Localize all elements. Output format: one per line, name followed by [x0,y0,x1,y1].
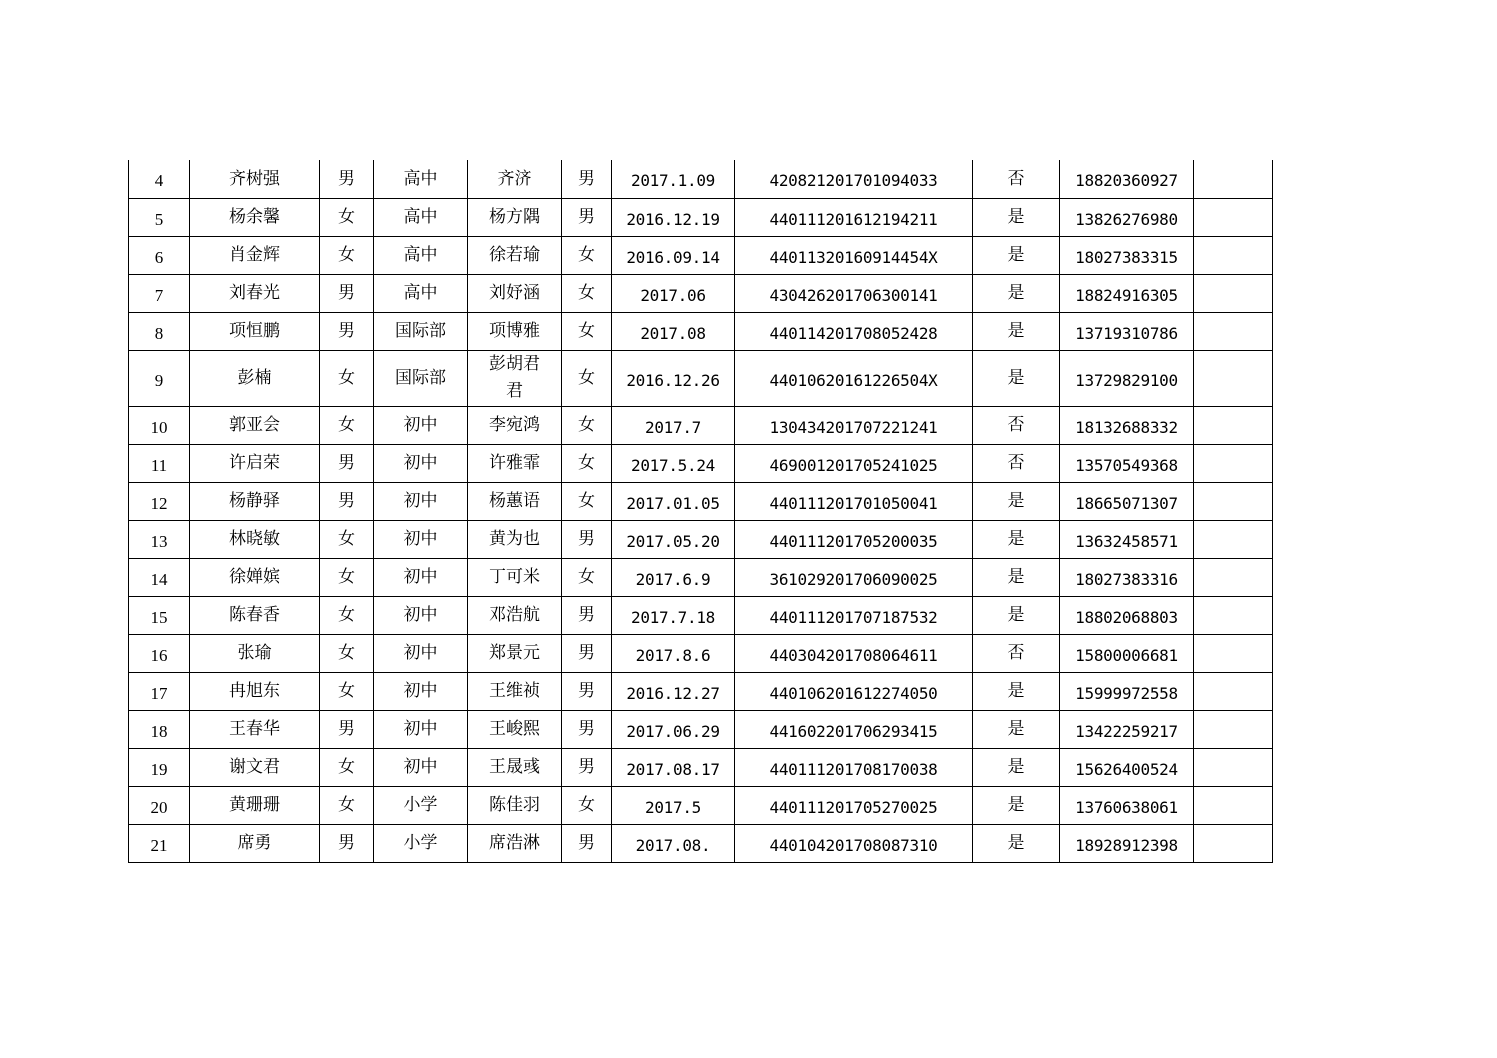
child-name-cell: 邓浩航 [468,596,562,634]
id-number-cell: 420821201701094033 [735,160,973,198]
birth-date-cell: 2017.06 [612,274,735,312]
note-cell [1194,558,1273,596]
parent-name-cell: 黄珊珊 [190,786,320,824]
parent-name-cell: 冉旭东 [190,672,320,710]
yes-no-cell: 是 [973,520,1060,558]
phone-cell: 18027383315 [1060,236,1194,274]
table-row [129,312,1273,350]
note-cell [1194,786,1273,824]
phone-cell: 13760638061 [1060,786,1194,824]
child-gender-cell: 男 [562,824,612,862]
phone-cell: 13422259217 [1060,710,1194,748]
row-number-cell: 15 [129,596,190,634]
department-cell: 初中 [374,520,468,558]
note-cell [1194,406,1273,444]
parent-gender-cell: 女 [320,786,374,824]
child-name-cell: 席浩淋 [468,824,562,862]
parent-gender-cell: 男 [320,444,374,482]
note-cell [1194,444,1273,482]
id-number-cell: 130434201707221241 [735,406,973,444]
parent-name-cell: 项恒鹏 [190,312,320,350]
child-gender-cell: 男 [562,596,612,634]
id-number-cell: 440114201708052428 [735,312,973,350]
child-gender-cell: 男 [562,748,612,786]
note-cell [1194,672,1273,710]
yes-no-cell: 否 [973,634,1060,672]
parent-name-cell: 林晓敏 [190,520,320,558]
yes-no-cell: 是 [973,710,1060,748]
child-gender-cell: 男 [562,634,612,672]
parent-name-cell: 席勇 [190,824,320,862]
note-cell [1194,482,1273,520]
row-number-cell: 19 [129,748,190,786]
row-number-cell: 12 [129,482,190,520]
birth-date-cell: 2017.7.18 [612,596,735,634]
child-gender-cell: 女 [562,558,612,596]
yes-no-cell: 否 [973,160,1060,198]
parent-name-cell: 齐树强 [190,160,320,198]
child-name-cell: 刘妤涵 [468,274,562,312]
parent-gender-cell: 男 [320,274,374,312]
row-number-cell: 10 [129,406,190,444]
id-number-cell: 44011320160914454X [735,236,973,274]
row-number-cell: 21 [129,824,190,862]
department-cell: 国际部 [374,350,468,406]
child-name-cell: 王峻熙 [468,710,562,748]
phone-cell: 18824916305 [1060,274,1194,312]
table-row [129,748,1273,786]
parent-gender-cell: 女 [320,558,374,596]
yes-no-cell: 是 [973,482,1060,520]
child-name-cell: 丁可米 [468,558,562,596]
birth-date-cell: 2016.12.26 [612,350,735,406]
yes-no-cell: 是 [973,198,1060,236]
parent-gender-cell: 女 [320,596,374,634]
row-number-cell: 17 [129,672,190,710]
phone-cell: 15800006681 [1060,634,1194,672]
row-number-cell: 20 [129,786,190,824]
note-cell [1194,596,1273,634]
parent-name-cell: 陈春香 [190,596,320,634]
parent-gender-cell: 女 [320,350,374,406]
table-row [129,198,1273,236]
parent-gender-cell: 女 [320,672,374,710]
department-cell: 小学 [374,824,468,862]
note-cell [1194,710,1273,748]
department-cell: 初中 [374,558,468,596]
department-cell: 高中 [374,198,468,236]
parent-name-cell: 杨余馨 [190,198,320,236]
row-number-cell: 16 [129,634,190,672]
yes-no-cell: 是 [973,748,1060,786]
child-gender-cell: 女 [562,350,612,406]
parent-gender-cell: 男 [320,710,374,748]
birth-date-cell: 2017.06.29 [612,710,735,748]
phone-cell: 18928912398 [1060,824,1194,862]
parent-name-cell: 彭楠 [190,350,320,406]
row-number-cell: 13 [129,520,190,558]
table-row [129,274,1273,312]
department-cell: 初中 [374,634,468,672]
department-cell: 高中 [374,160,468,198]
note-cell [1194,274,1273,312]
birth-date-cell: 2017.6.9 [612,558,735,596]
yes-no-cell: 是 [973,558,1060,596]
table-row [129,482,1273,520]
parent-gender-cell: 女 [320,748,374,786]
parent-gender-cell: 男 [320,824,374,862]
child-gender-cell: 女 [562,786,612,824]
table-row [129,672,1273,710]
parent-name-cell: 徐婵嫔 [190,558,320,596]
child-gender-cell: 女 [562,406,612,444]
birth-date-cell: 2017.5.24 [612,444,735,482]
id-number-cell: 440304201708064611 [735,634,973,672]
child-name-cell: 陈佳羽 [468,786,562,824]
birth-date-cell: 2017.05.20 [612,520,735,558]
child-name-cell: 郑景元 [468,634,562,672]
note-cell [1194,312,1273,350]
note-cell [1194,520,1273,558]
id-number-cell: 440111201707187532 [735,596,973,634]
phone-cell: 13570549368 [1060,444,1194,482]
child-gender-cell: 女 [562,274,612,312]
yes-no-cell: 是 [973,350,1060,406]
department-cell: 初中 [374,672,468,710]
parent-name-cell: 刘春光 [190,274,320,312]
child-name-cell: 王晟彧 [468,748,562,786]
parent-gender-cell: 男 [320,482,374,520]
id-number-cell: 440111201612194211 [735,198,973,236]
table-row [129,236,1273,274]
department-cell: 初中 [374,444,468,482]
child-gender-cell: 男 [562,160,612,198]
note-cell [1194,350,1273,406]
table-row [129,596,1273,634]
id-number-cell: 440111201701050041 [735,482,973,520]
parent-gender-cell: 男 [320,312,374,350]
parent-name-cell: 许启荣 [190,444,320,482]
parent-name-cell: 谢文君 [190,748,320,786]
child-name-cell: 李宛鸿 [468,406,562,444]
row-number-cell: 9 [129,350,190,406]
table-row [129,824,1273,862]
child-name-cell: 王维祯 [468,672,562,710]
yes-no-cell: 是 [973,274,1060,312]
phone-cell: 15999972558 [1060,672,1194,710]
parent-gender-cell: 女 [320,406,374,444]
row-number-cell: 14 [129,558,190,596]
child-name-cell: 杨方隅 [468,198,562,236]
table-row [129,160,1273,198]
parent-gender-cell: 女 [320,236,374,274]
child-gender-cell: 男 [562,672,612,710]
id-number-cell: 361029201706090025 [735,558,973,596]
id-number-cell: 441602201706293415 [735,710,973,748]
child-name-cell: 杨蕙语 [468,482,562,520]
yes-no-cell: 是 [973,312,1060,350]
yes-no-cell: 否 [973,444,1060,482]
table-row [129,710,1273,748]
parent-name-cell: 郭亚会 [190,406,320,444]
phone-cell: 18027383316 [1060,558,1194,596]
department-cell: 初中 [374,748,468,786]
parent-gender-cell: 女 [320,520,374,558]
phone-cell: 15626400524 [1060,748,1194,786]
row-number-cell: 18 [129,710,190,748]
table-row [129,444,1273,482]
table-row [129,350,1273,406]
parent-gender-cell: 女 [320,634,374,672]
parent-gender-cell: 女 [320,198,374,236]
child-name-cell: 许雅霏 [468,444,562,482]
table-row [129,520,1273,558]
child-name-cell: 彭胡君 君 [468,350,562,406]
phone-cell: 13729829100 [1060,350,1194,406]
child-gender-cell: 女 [562,444,612,482]
birth-date-cell: 2017.5 [612,786,735,824]
note-cell [1194,198,1273,236]
table-row [129,786,1273,824]
row-number-cell: 6 [129,236,190,274]
row-number-cell: 5 [129,198,190,236]
child-gender-cell: 女 [562,236,612,274]
child-gender-cell: 男 [562,710,612,748]
table-row [129,634,1273,672]
table-row [129,558,1273,596]
parent-name-cell: 肖金辉 [190,236,320,274]
row-number-cell: 11 [129,444,190,482]
yes-no-cell: 是 [973,596,1060,634]
table-row [129,406,1273,444]
department-cell: 高中 [374,274,468,312]
phone-cell: 18665071307 [1060,482,1194,520]
birth-date-cell: 2016.12.19 [612,198,735,236]
phone-cell: 13826276980 [1060,198,1194,236]
birth-date-cell: 2017.08. [612,824,735,862]
note-cell [1194,236,1273,274]
child-gender-cell: 男 [562,520,612,558]
child-name-cell: 徐若瑜 [468,236,562,274]
yes-no-cell: 是 [973,672,1060,710]
birth-date-cell: 2017.7 [612,406,735,444]
phone-cell: 18820360927 [1060,160,1194,198]
row-number-cell: 7 [129,274,190,312]
parent-name-cell: 张瑜 [190,634,320,672]
id-number-cell: 440111201705200035 [735,520,973,558]
phone-cell: 18132688332 [1060,406,1194,444]
table-body [129,160,1273,862]
yes-no-cell: 是 [973,786,1060,824]
birth-date-cell: 2017.08.17 [612,748,735,786]
id-number-cell: 440104201708087310 [735,824,973,862]
department-cell: 初中 [374,596,468,634]
birth-date-cell: 2017.1.09 [612,160,735,198]
id-number-cell: 440111201705270025 [735,786,973,824]
parent-name-cell: 王春华 [190,710,320,748]
phone-cell: 18802068803 [1060,596,1194,634]
id-number-cell: 430426201706300141 [735,274,973,312]
birth-date-cell: 2016.09.14 [612,236,735,274]
id-number-cell: 469001201705241025 [735,444,973,482]
birth-date-cell: 2017.01.05 [612,482,735,520]
phone-cell: 13719310786 [1060,312,1194,350]
department-cell: 国际部 [374,312,468,350]
child-name-cell: 齐济 [468,160,562,198]
note-cell [1194,824,1273,862]
note-cell [1194,748,1273,786]
department-cell: 初中 [374,710,468,748]
registration-table [128,160,1273,863]
department-cell: 小学 [374,786,468,824]
yes-no-cell: 否 [973,406,1060,444]
birth-date-cell: 2017.8.6 [612,634,735,672]
parent-gender-cell: 男 [320,160,374,198]
id-number-cell: 440106201612274050 [735,672,973,710]
yes-no-cell: 是 [973,824,1060,862]
birth-date-cell: 2016.12.27 [612,672,735,710]
child-gender-cell: 女 [562,312,612,350]
id-number-cell: 44010620161226504X [735,350,973,406]
row-number-cell: 8 [129,312,190,350]
phone-cell: 13632458571 [1060,520,1194,558]
department-cell: 高中 [374,236,468,274]
birth-date-cell: 2017.08 [612,312,735,350]
id-number-cell: 440111201708170038 [735,748,973,786]
child-name-cell: 项博雅 [468,312,562,350]
department-cell: 初中 [374,482,468,520]
child-gender-cell: 男 [562,198,612,236]
row-number-cell: 4 [129,160,190,198]
child-gender-cell: 女 [562,482,612,520]
department-cell: 初中 [374,406,468,444]
parent-name-cell: 杨静驿 [190,482,320,520]
note-cell [1194,160,1273,198]
child-name-cell: 黄为也 [468,520,562,558]
yes-no-cell: 是 [973,236,1060,274]
note-cell [1194,634,1273,672]
